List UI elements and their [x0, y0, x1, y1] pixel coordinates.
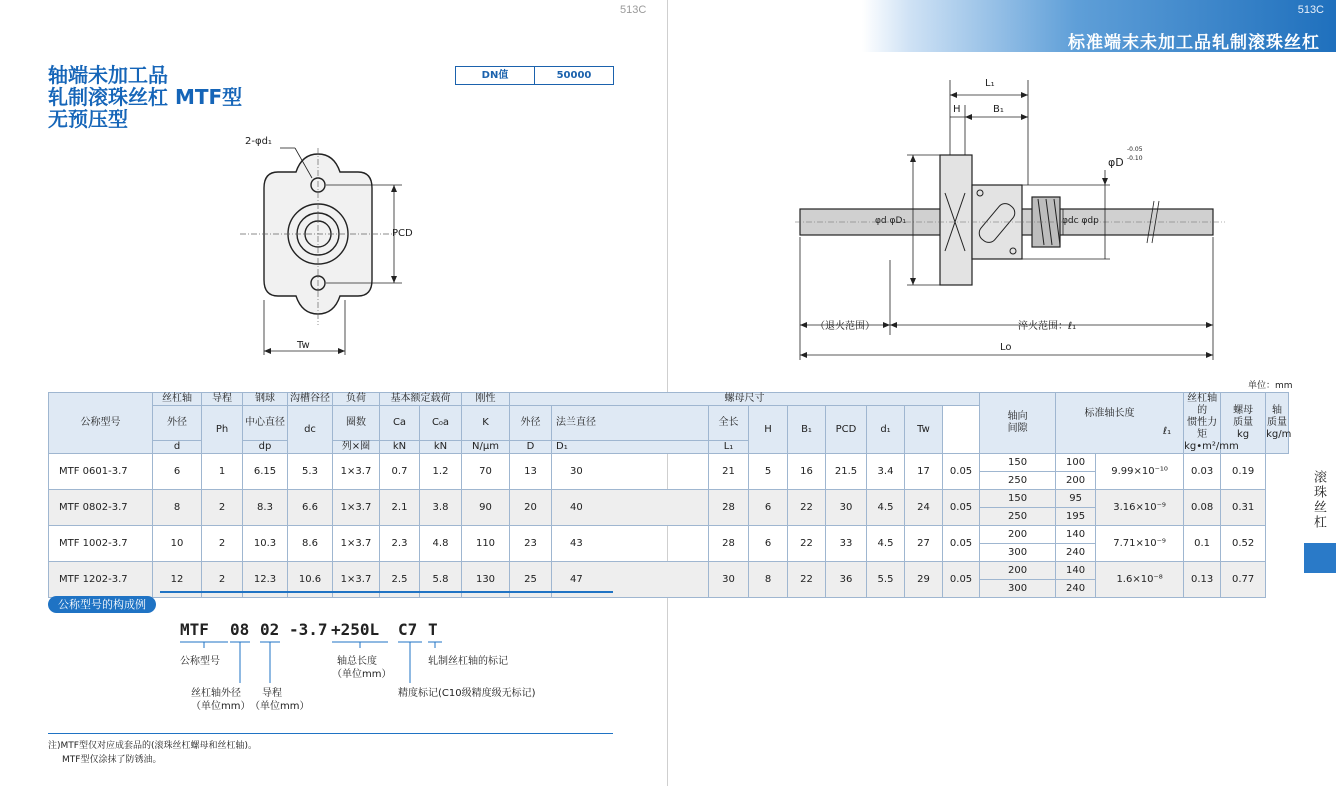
th-len-1: 全长 [709, 406, 749, 441]
dn-label: DN值 [456, 67, 535, 84]
example-part-circuits: -3.7 [289, 620, 328, 639]
cell-b1: 22 [788, 490, 826, 526]
th-circuits-3: 列×圈 [333, 441, 380, 454]
cell-nut-mass: 0.1 [1184, 526, 1221, 562]
cell-c0a: 3.8 [420, 490, 462, 526]
cell-l1: 21 [709, 454, 749, 490]
cell-k: 70 [462, 454, 510, 490]
th-len-2: L₁ [709, 441, 749, 454]
table-row [49, 490, 1289, 508]
cell-b1: 16 [788, 454, 826, 490]
section-title: 公称型号的构成例 [48, 596, 156, 613]
right-page-number: 513C [1297, 4, 1324, 16]
b1-label: B₁ [993, 104, 1004, 115]
cell-k: 130 [462, 562, 510, 598]
dn-value-box [455, 66, 614, 85]
label-model: 公称型号 [180, 656, 220, 667]
cell-len-b: 300 [980, 580, 1056, 598]
side-tab-label: 滚珠丝杠 [1311, 470, 1326, 530]
cell-dp: 6.15 [243, 454, 288, 490]
tw-label: Tw [297, 340, 310, 351]
cell-len-b: 300 [980, 544, 1056, 562]
cell-quench-a: 100 [1056, 454, 1096, 472]
dc-dp-label: φdc φdp [1062, 216, 1099, 226]
th-c0a-2: kN [420, 441, 462, 454]
cell-len-a: 150 [980, 454, 1056, 472]
d-tolerance-label: φD [1108, 156, 1124, 169]
cell-quench-a: 140 [1056, 526, 1096, 544]
th-circuits-2: 圈数 [333, 406, 380, 441]
cell-len-b: 250 [980, 508, 1056, 526]
th-pcd: PCD [826, 406, 867, 454]
pcd-label: PCD [392, 228, 413, 239]
cell-pcd: 33 [826, 526, 867, 562]
cell-k: 90 [462, 490, 510, 526]
cell-l1: 28 [709, 526, 749, 562]
example-part-length: +250L [331, 620, 380, 639]
cell-model: MTF 0601-3.7 [49, 454, 153, 490]
cell-len-a: 150 [980, 490, 1056, 508]
title-line-2: 轧制滚珠丝杠 MTF型 [48, 85, 243, 109]
cell-nut-mass: 0.08 [1184, 490, 1221, 526]
cell-inertia: 9.99×10⁻¹⁰ [1096, 454, 1184, 490]
cell-play: 0.05 [943, 526, 980, 562]
cell-dp: 8.3 [243, 490, 288, 526]
header-band [862, 0, 1336, 52]
cell-c0a: 1.2 [420, 454, 462, 490]
cell-len-a: 200 [980, 562, 1056, 580]
th-ball-2: 中心直径 [243, 406, 288, 441]
table-row [49, 454, 1289, 472]
th-l1: ℓ₁ [1162, 426, 1172, 437]
cell-pcd: 36 [826, 562, 867, 598]
th-groove-1: 沟槽谷径 [288, 393, 333, 406]
cell-ca: 2.3 [380, 526, 420, 562]
cell-ph: 1 [202, 454, 243, 490]
example-part-accuracy: C7 [398, 620, 418, 639]
example-part-diameter: 08 [230, 620, 250, 639]
cell-tw: 29 [905, 562, 943, 598]
cell-dc: 10.6 [288, 562, 333, 598]
th-nut-mass: 螺母 质量 kg [1221, 393, 1266, 454]
cell-h: 6 [749, 490, 788, 526]
cell-hole: 3.4 [867, 454, 905, 490]
cell-dc: 6.6 [288, 490, 333, 526]
th-model: 公称型号 [49, 393, 153, 454]
cell-len-b: 250 [980, 472, 1056, 490]
th-rigid-1: 刚性 [462, 393, 510, 406]
cell-model: MTF 1002-3.7 [49, 526, 153, 562]
cell-inertia: 3.16×10⁻⁹ [1096, 490, 1184, 526]
th-od-1: 外径 [510, 406, 552, 441]
notes-rule [48, 733, 613, 734]
th-shaft-1: 丝杠轴 [153, 393, 202, 406]
nut-front-view [230, 130, 430, 360]
cell-flange: 47 [552, 562, 709, 598]
th-shaft-mass: 轴 质量 kg/m [1266, 393, 1289, 454]
label-rolled: 轧制丝杠轴的标记 [428, 656, 508, 667]
h-label: H [953, 104, 961, 115]
hole-label: 2-φd₁ [245, 136, 272, 147]
note-line-1: 注)MTF型仅对应成套品的(滚珠丝杠螺母和丝杠轴)。 [48, 741, 257, 751]
example-part-mtf: MTF [180, 620, 209, 639]
cell-dc: 5.3 [288, 454, 333, 490]
cell-b1: 22 [788, 562, 826, 598]
cell-od: 23 [510, 526, 552, 562]
example-part-lead: 02 [260, 620, 280, 639]
cell-nut-mass: 0.03 [1184, 454, 1221, 490]
section-rule [160, 591, 613, 593]
cell-inertia: 1.6×10⁻⁸ [1096, 562, 1184, 598]
th-load: 基本额定载荷 [380, 393, 462, 406]
cell-inertia: 7.71×10⁻⁹ [1096, 526, 1184, 562]
cell-circuits: 1×3.7 [333, 562, 380, 598]
th-tw: Tw [905, 406, 943, 454]
cell-pcd: 21.5 [826, 454, 867, 490]
cell-model: MTF 0802-3.7 [49, 490, 153, 526]
cell-l1: 30 [709, 562, 749, 598]
cell-od: 25 [510, 562, 552, 598]
cell-dp: 12.3 [243, 562, 288, 598]
cell-d: 6 [153, 454, 202, 490]
cell-pcd: 30 [826, 490, 867, 526]
example-part-rolled: T [428, 620, 438, 639]
d-d1-label: φd φD₁ [875, 216, 906, 226]
cell-ca: 0.7 [380, 454, 420, 490]
header-title: 标准端末未加工品轧制滚珠丝杠 [1068, 33, 1320, 53]
cell-circuits: 1×3.7 [333, 454, 380, 490]
cell-model: MTF 1202-3.7 [49, 562, 153, 598]
cell-play: 0.05 [943, 490, 980, 526]
th-d1: d₁ [867, 406, 905, 454]
cell-od: 13 [510, 454, 552, 490]
cell-quench-a: 140 [1056, 562, 1096, 580]
cell-shaft-mass: 0.19 [1221, 454, 1266, 490]
cell-b1: 22 [788, 526, 826, 562]
cell-tw: 24 [905, 490, 943, 526]
th-nut: 螺母尺寸 [510, 393, 980, 406]
cell-flange: 43 [552, 526, 709, 562]
th-od-2: D [510, 441, 552, 454]
cell-circuits: 1×3.7 [333, 526, 380, 562]
th-inertia: 丝杠轴的 惯性力矩 kg•m²/mm [1184, 393, 1239, 452]
l1-label: L₁ [985, 78, 995, 89]
cell-shaft-mass: 0.31 [1221, 490, 1266, 526]
tolerance-top: -0.05 [1127, 146, 1143, 153]
title-line-3: 无预压型 [48, 107, 128, 131]
spec-table [48, 392, 1292, 598]
cell-d: 8 [153, 490, 202, 526]
cell-circuits: 1×3.7 [333, 490, 380, 526]
tolerance-bottom: -0.10 [1127, 155, 1143, 162]
cell-hole: 4.5 [867, 526, 905, 562]
th-ca-2: kN [380, 441, 420, 454]
cell-tw: 17 [905, 454, 943, 490]
cell-h: 8 [749, 562, 788, 598]
cell-play: 0.05 [943, 562, 980, 598]
cell-dp: 10.3 [243, 526, 288, 562]
cell-quench-b: 195 [1056, 508, 1096, 526]
th-std-length: 标准轴长度 ℓ₁ [1056, 393, 1184, 454]
quench-range-label: 淬火范围：ℓ₁ [1018, 321, 1077, 332]
th-b1: B₁ [788, 406, 826, 454]
side-tab-marker [1304, 543, 1336, 573]
units-label: 单位：mm [1248, 381, 1293, 391]
th-c0a-1: C₀a [420, 406, 462, 441]
cell-c0a: 5.8 [420, 562, 462, 598]
cell-quench-b: 240 [1056, 544, 1096, 562]
cell-flange: 40 [552, 490, 709, 526]
label-total-length: 轴总长度 [337, 656, 377, 667]
cell-quench-a: 95 [1056, 490, 1096, 508]
th-flange-1: 法兰直径 [552, 406, 709, 441]
cell-play: 0.05 [943, 454, 980, 490]
table-row [49, 526, 1289, 544]
label-outer-diameter: 丝杠轴外径 [191, 688, 241, 699]
cell-c0a: 4.8 [420, 526, 462, 562]
label-accuracy: 精度标记(C10级精度级无标记) [398, 688, 536, 699]
cell-hole: 5.5 [867, 562, 905, 598]
th-play: 轴向 间隙 [980, 393, 1056, 454]
th-ball-1: 钢球 [243, 393, 288, 406]
cell-od: 20 [510, 490, 552, 526]
cell-hole: 4.5 [867, 490, 905, 526]
lo-label: Lo [1000, 342, 1012, 353]
th-ca-1: Ca [380, 406, 420, 441]
th-lead-1: 导程 [202, 393, 243, 406]
cell-shaft-mass: 0.77 [1221, 562, 1266, 598]
label-lead: 导程 [262, 688, 282, 699]
th-lead-2: Ph [202, 406, 243, 454]
label-total-unit: （单位mm） [332, 669, 392, 680]
label-lead-unit: （单位mm） [250, 701, 310, 712]
table-row [49, 562, 1289, 580]
th-shaft-2: 外径 [153, 406, 202, 441]
cell-shaft-mass: 0.52 [1221, 526, 1266, 562]
cell-tw: 27 [905, 526, 943, 562]
th-ball-3: dp [243, 441, 288, 454]
cell-quench-b: 200 [1056, 472, 1096, 490]
title-line-1: 轴端未加工品 [48, 63, 168, 87]
cell-dc: 8.6 [288, 526, 333, 562]
th-flange-2: D₁ [552, 441, 709, 454]
th-circuits-1: 负荷 [333, 393, 380, 406]
anneal-range-label: （退火范围） [815, 321, 875, 332]
th-shaft-3: d [153, 441, 202, 454]
cell-nut-mass: 0.13 [1184, 562, 1221, 598]
cell-k: 110 [462, 526, 510, 562]
cell-ph: 2 [202, 562, 243, 598]
cell-d: 12 [153, 562, 202, 598]
label-outer-unit: （单位mm） [191, 701, 251, 712]
cell-h: 6 [749, 526, 788, 562]
th-rigid-3: N/μm [462, 441, 510, 454]
page-title [48, 64, 242, 130]
cell-l1: 28 [709, 490, 749, 526]
cell-ph: 2 [202, 490, 243, 526]
cell-len-a: 200 [980, 526, 1056, 544]
th-groove-2: dc [288, 406, 333, 454]
th-rigid-2: K [462, 406, 510, 441]
cell-ph: 2 [202, 526, 243, 562]
cell-ca: 2.1 [380, 490, 420, 526]
note-line-2: MTF型仅涂抹了防锈油。 [62, 755, 162, 765]
cell-d: 10 [153, 526, 202, 562]
cell-h: 5 [749, 454, 788, 490]
cell-ca: 2.5 [380, 562, 420, 598]
th-h: H [749, 406, 788, 454]
cell-quench-b: 240 [1056, 580, 1096, 598]
dn-value: 50000 [556, 70, 592, 81]
cell-flange: 30 [552, 454, 709, 490]
left-page-number: 513C [620, 4, 647, 16]
